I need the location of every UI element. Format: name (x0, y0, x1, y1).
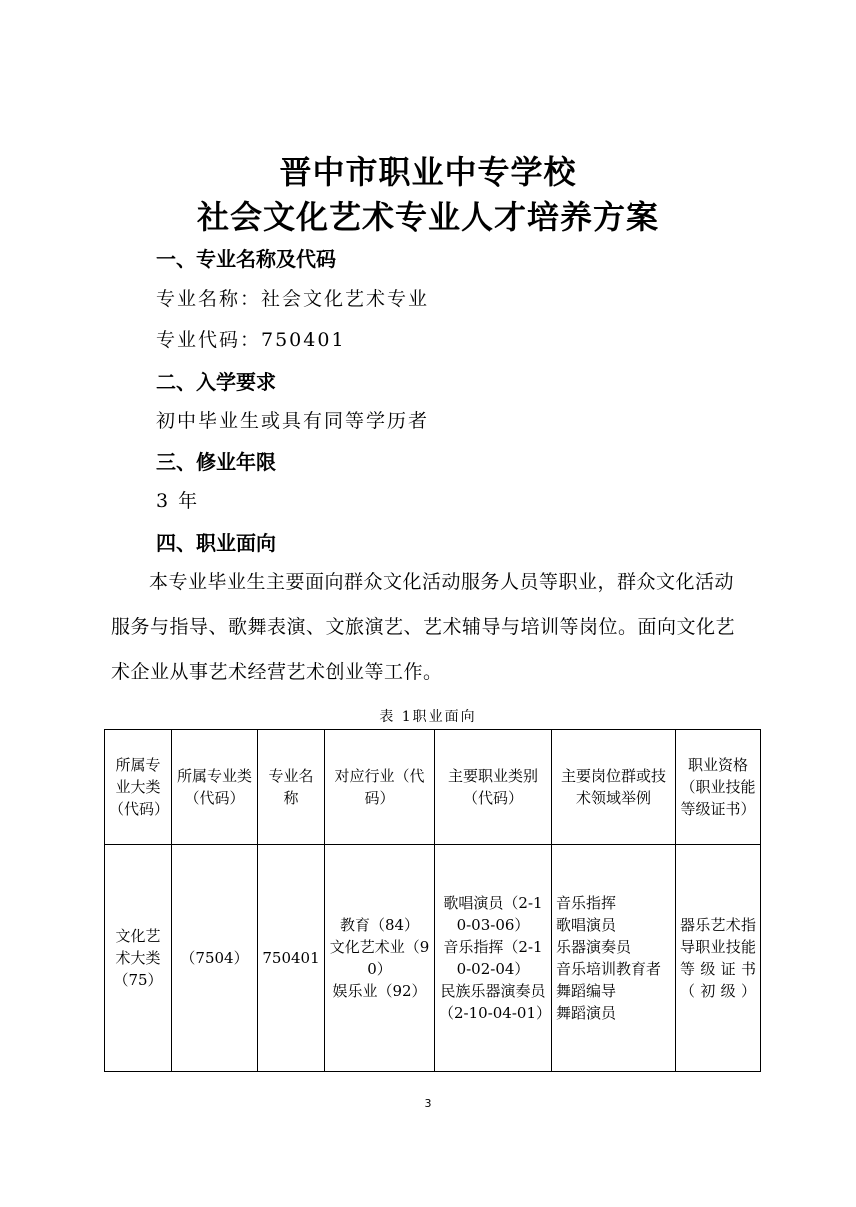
header-cell: 专业名称 (258, 730, 325, 845)
major-code-text: 专业代码：750401 (156, 329, 346, 351)
section-heading-duration: 三、修业年限 (156, 450, 276, 474)
header-cell: 主要职业类别（代码） (435, 730, 552, 845)
table-cell-positions (552, 845, 676, 1072)
header-cell: 职业资格（职业技能等级证书） (676, 730, 761, 845)
section-heading-name-code: 一、专业名称及代码 (156, 247, 336, 271)
position-item: 舞蹈演员 (556, 1004, 617, 1022)
table-cell-industry (325, 845, 435, 1072)
table-cell-certificate: 器乐艺术指导职业技能等级证书（初级） (676, 845, 761, 1072)
document-title-line2: 社会文化艺术专业人才培养方案 (196, 198, 659, 236)
table-cell-category: 文化艺术大类（75） (105, 845, 172, 1072)
position-item: 乐器演奏员 (556, 938, 632, 956)
header-cell: 对应行业（代码） (325, 730, 435, 845)
admission-text: 初中毕业生或具有同等学历者 (156, 410, 430, 432)
occupation-item: 音乐指挥（2-10-02-04） (443, 938, 543, 978)
section-heading-career: 四、职业面向 (156, 531, 276, 555)
position-item: 音乐指挥 (556, 894, 617, 912)
table-header-row (105, 730, 761, 845)
table-row (105, 845, 761, 1072)
header-cell: 所属专业类（代码） (172, 730, 258, 845)
industry-item: 教育（84） (339, 916, 420, 934)
table-cell-class: （7504） (172, 845, 258, 1072)
major-name-text: 专业名称：社会文化艺术专业 (156, 288, 430, 310)
header-cell: 主要岗位群或技术领域举例 (552, 730, 676, 845)
industry-item: 文化艺术业（90） (329, 938, 430, 978)
position-item: 音乐培训教育者 (556, 960, 662, 978)
table-cell-major: 750401 (258, 845, 325, 1072)
section-heading-admission: 二、入学要求 (156, 370, 276, 394)
header-cell: 所属专业大类（代码） (105, 730, 172, 845)
career-table (104, 729, 761, 1072)
table-caption: 表 1职业面向 (379, 709, 477, 725)
page-number: 3 (424, 1097, 432, 1110)
position-item: 歌唱演员 (556, 916, 617, 934)
occupation-item: 民族乐器演奏员（2-10-04-01） (439, 982, 552, 1022)
occupation-item: 歌唱演员（2-10-03-06） (443, 894, 543, 934)
position-item: 舞蹈编导 (556, 982, 617, 1000)
duration-text: 3 年 (156, 490, 200, 512)
table-cell-occupation (435, 845, 552, 1072)
career-paragraph: 本专业毕业生主要面向群众文化活动服务人员等职业，群众文化活动服务与指导、歌舞表演、文旅演艺、艺术辅导与培训等岗位。面向文化艺术企业从事艺术经营艺术创业等工作。 (111, 571, 736, 683)
industry-item: 娱乐业（92） (332, 982, 427, 1000)
document-title-line1: 晋中市职业中专学校 (279, 153, 577, 191)
